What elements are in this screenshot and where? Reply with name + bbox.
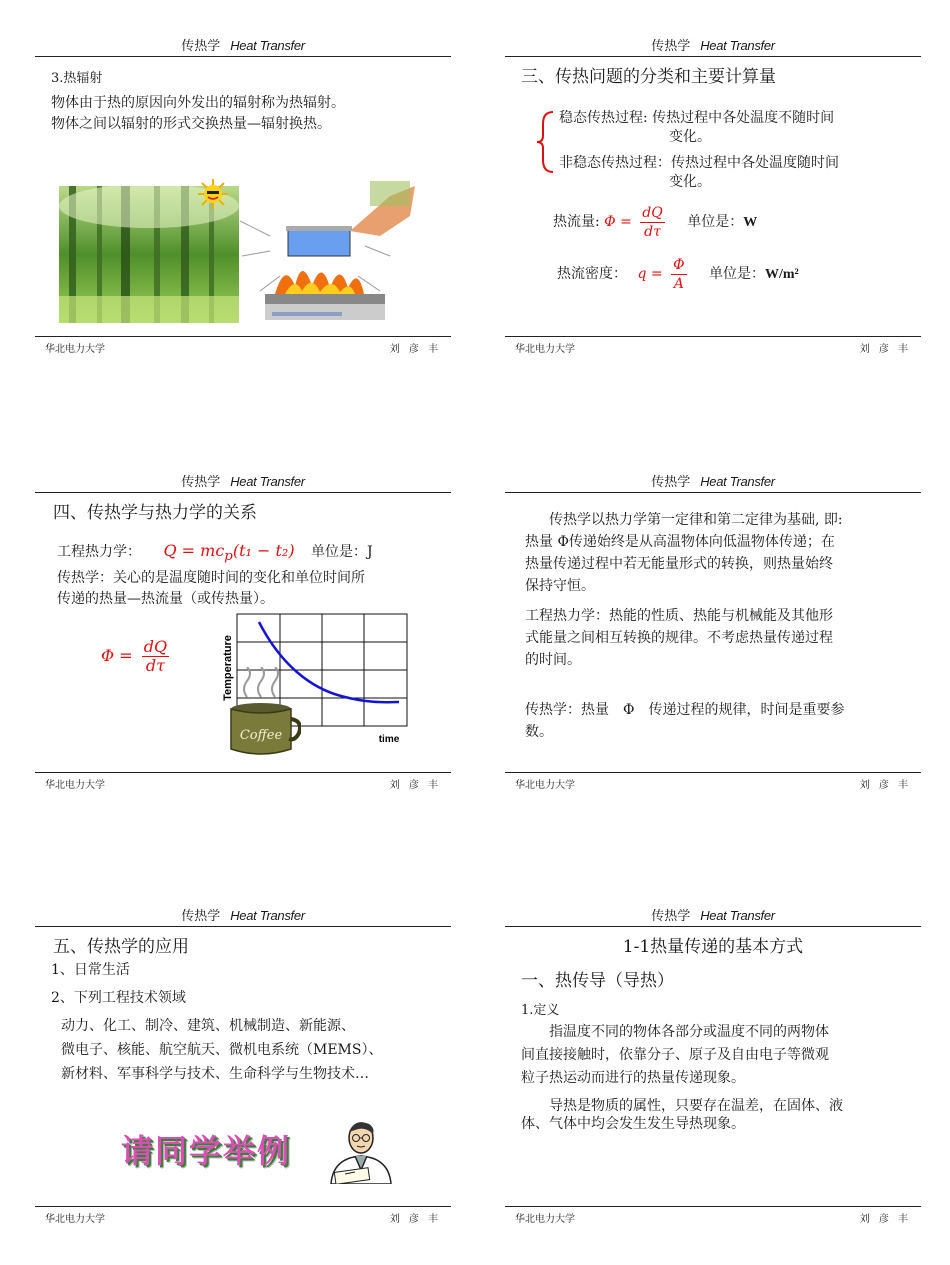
footer-rule xyxy=(505,772,921,773)
slide-header: 传热学 Heat Transfer xyxy=(651,38,775,54)
heat-flux-lhs: q = xyxy=(637,266,663,282)
mug-label: Coffee xyxy=(239,728,283,743)
field-line: 微电子、核能、航空航天、微机电系统（MEMS）、 xyxy=(61,1042,383,1058)
text-line: 式能量之间相互转换的规律。不考虑热量传递过程 xyxy=(525,630,833,646)
footer-author: 刘 彦 丰 xyxy=(389,1214,441,1225)
footer-rule xyxy=(505,336,921,337)
footer-university: 华北电力大学 xyxy=(515,1214,575,1225)
definition-heading: 1.定义 xyxy=(521,1003,560,1018)
text-line: 的时间。 xyxy=(525,652,581,668)
slide-thermo-basis xyxy=(505,472,921,802)
slide-thermal-radiation xyxy=(35,36,451,366)
text-line: 保持守恒。 xyxy=(525,578,595,594)
footer-rule xyxy=(35,772,451,773)
slide-title: 1-1热量传递的基本方式 xyxy=(622,937,804,957)
footer-university: 华北电力大学 xyxy=(515,344,575,355)
footer-author: 刘 彦 丰 xyxy=(859,344,911,355)
footer-rule xyxy=(35,336,451,337)
slide-subtitle: 一、热传导（导热） xyxy=(521,971,674,991)
text-line: 导热是物质的属性，只要存在温差，在固体、液 xyxy=(521,1098,843,1114)
thermo-formula: $Q = mc_p(t_1 - t_2)$ xyxy=(163,541,295,565)
footer-university: 华北电力大学 xyxy=(515,780,575,791)
steady-text-cont: 变化。 xyxy=(669,129,711,145)
slide-title: 五、传热学的应用 xyxy=(53,937,189,957)
teacher-clipart-icon xyxy=(325,1112,397,1184)
heat-flux-fraction: $\frac{\Phi}{A}$ xyxy=(673,256,685,292)
slide-header: 传热学 Heat Transfer xyxy=(651,908,775,924)
text-line: 热量传递过程中若无能量形式的转换，则热量始终 xyxy=(525,556,833,572)
heat-flux-unit: W/m² xyxy=(765,267,799,282)
text-line: 热量 Φ传递始终是从高温物体向低温物体传递；在 xyxy=(525,534,835,550)
footer-rule xyxy=(505,1206,921,1207)
unsteady-text-cont: 变化。 xyxy=(669,174,711,190)
footer-university: 华北电力大学 xyxy=(45,1214,105,1225)
footer-author: 刘 彦 丰 xyxy=(859,780,911,791)
text-line: 传热学以热力学第一定律和第二定律为基础, 即: xyxy=(549,512,843,528)
radiation-stove-image xyxy=(240,176,418,324)
text-line: 传递的热量—热流量（或传热量）。 xyxy=(57,591,274,607)
field-line: 动力、化工、制冷、建筑、机械制造、新能源、 xyxy=(61,1018,355,1034)
footer-university: 华北电力大学 xyxy=(45,780,105,791)
section-heading: 3.热辐射 xyxy=(51,71,103,86)
heat-flux-row: 热流密度： q = $\frac{\Phi}{A}$ 单位是：W/m² xyxy=(557,256,799,292)
text-line: 数。 xyxy=(525,724,553,740)
text-line: 体、气体中均会发生发生导热现象。 xyxy=(521,1116,745,1132)
slide-header: 传热学 Heat Transfer xyxy=(181,908,305,924)
text-line: 指温度不同的物体各部分或温度不同的两物体 xyxy=(521,1024,829,1040)
footer-author: 刘 彦 丰 xyxy=(389,344,441,355)
text-line: 传热学：热量 Φ 传递过程的规律，时间是重要参 xyxy=(525,702,845,718)
header-rule xyxy=(35,56,451,57)
text-line: 传热学：关心的是温度随时间的变化和单位时间所 xyxy=(57,570,365,586)
text-line: 物体由于热的原因向外发出的辐射称为热辐射。 xyxy=(51,95,345,111)
steady-text: 稳态传热过程: 传热过程中各处温度不随时间 xyxy=(559,110,835,126)
thermo-row: 工程热力学： $Q = mc_p(t_1 - t_2)$ 单位是：J xyxy=(57,541,373,565)
slide-applications xyxy=(35,906,451,1236)
footer-author: 刘 彦 丰 xyxy=(389,780,441,791)
text-line: 物体之间以辐射的形式交换热量—辐射换热。 xyxy=(51,116,331,132)
header-rule xyxy=(505,926,921,927)
heat-flow-row: 热流量: Φ = $\frac{dQ}{d\tau}$ 单位是：W xyxy=(553,204,758,240)
heat-flow-lhs: Φ = xyxy=(604,214,632,230)
slide-header: 传热学 Heat Transfer xyxy=(181,474,305,490)
header-rule xyxy=(35,926,451,927)
list-item: 1、日常生活 xyxy=(51,962,130,978)
sun-icon xyxy=(198,179,228,209)
slide-conduction xyxy=(505,906,921,1236)
field-line: 新材料、军事科学与技术、生命科学与生物技术… xyxy=(61,1066,369,1082)
heat-flow-unit: W xyxy=(743,215,758,230)
header-rule xyxy=(35,492,451,493)
text-line: 间直接接触时，依靠分子、原子及自由电子等微观 xyxy=(521,1047,829,1063)
brace-icon xyxy=(535,110,555,174)
text-line: 粒子热运动而进行的热量传递现象。 xyxy=(521,1070,745,1086)
coffee-mug-icon xyxy=(225,667,301,759)
slide-header: 传热学 Heat Transfer xyxy=(181,38,305,54)
chart-y-label: Temperature xyxy=(222,635,234,701)
wordart-banner: 请同学举例 xyxy=(121,1132,292,1170)
slide-title: 四、传热学与热力学的关系 xyxy=(53,503,257,523)
footer-rule xyxy=(35,1206,451,1207)
header-rule xyxy=(505,56,921,57)
footer-university: 华北电力大学 xyxy=(45,344,105,355)
footer-author: 刘 彦 丰 xyxy=(859,1214,911,1225)
phi-formula: Φ = $\frac{dQ}{d\tau}$ xyxy=(101,637,168,675)
unsteady-text: 非稳态传热过程：传热过程中各处温度随时间 xyxy=(559,155,839,171)
slide-relationship xyxy=(35,472,451,802)
list-item: 2、下列工程技术领域 xyxy=(51,990,186,1006)
header-rule xyxy=(505,492,921,493)
text-line: 工程热力学：热能的性质、热能与机械能及其他形 xyxy=(525,608,833,624)
slide-classification xyxy=(505,36,921,366)
slide-title: 三、传热问题的分类和主要计算量 xyxy=(521,67,776,87)
slide-header: 传热学 Heat Transfer xyxy=(651,474,775,490)
heat-flow-fraction: $\frac{dQ}{d\tau}$ xyxy=(642,204,663,240)
chart-x-label: time xyxy=(378,734,400,745)
